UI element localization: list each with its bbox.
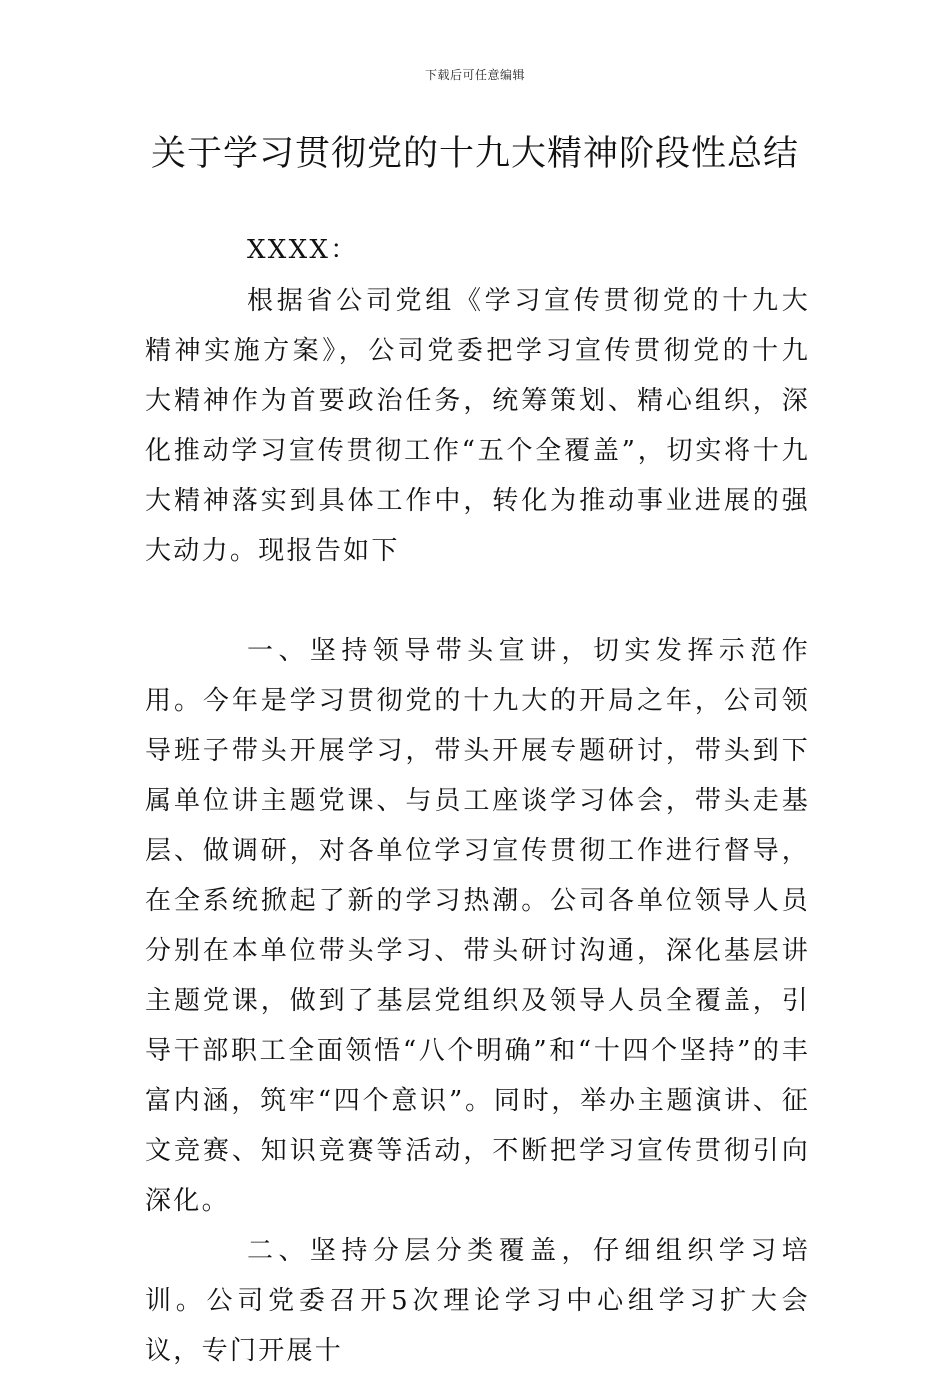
document-title: 关于学习贯彻党的十九大精神阶段性总结 — [150, 134, 799, 174]
document-body — [145, 225, 810, 1376]
paragraph-gap — [145, 576, 810, 626]
header-note: 下载后可任意编辑 — [424, 68, 525, 82]
salutation: XXXX： — [247, 235, 359, 265]
paragraph-section-1: 一、坚持领导带头宣讲，切实发挥示范作用。今年是学习贯彻党的十九大的开局之年，公司领导班子带头开展学习，带头开展专题研讨，带头到下属单位讲主题党课、与员工座谈学习体会，带头走基层、做调研，对各单位学习宣传贯彻工作进行督导，在全系统掀起了新的学习热潮。公司各单位领导人员分别在本单位带头学习、带头研讨沟通，深化基层讲主题党课，做到了基层党组织及领导人员全覆盖，引导干部职工全面领悟“八个明确”和“十四个坚持”的丰富内涵，筑牢“四个意识”。同时，举办主题演讲、征文竞赛、知识竞赛等活动，不断把学习宣传贯彻引向深化。 — [145, 636, 810, 1216]
paragraph-section-2: 二、坚持分层分类覆盖，仔细组织学习培训。公司党委召开5次理论学习中心组学习扩大会议，专门开展十 — [145, 1236, 810, 1366]
paragraph-intro: 根据省公司党组《学习宣传贯彻党的十九大精神实施方案》，公司党委把学习宣传贯彻党的十九大精神作为首要政治任务，统筹策划、精心组织，深化推动学习宣传贯彻工作“五个全覆盖”，切实将十九大精神落实到具体工作中，转化为推动事业进展的强大动力。现报告如下 — [145, 286, 810, 566]
